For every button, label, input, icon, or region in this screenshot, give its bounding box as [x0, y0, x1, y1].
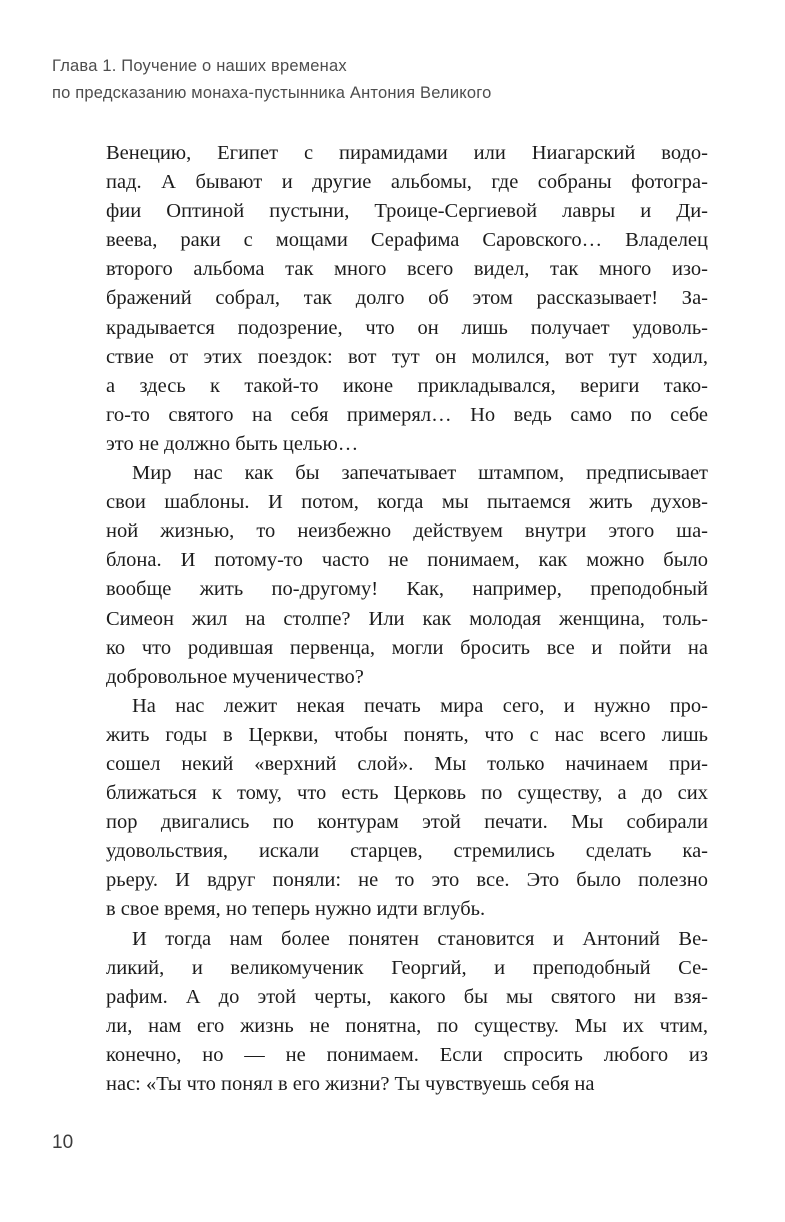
text-line: И тогда нам более понятен становится и Антоний Ве- [132, 927, 708, 950]
chapter-header-line1: Глава 1. Поучение о наших временах [52, 57, 347, 75]
text-line: нас: «Ты что понял в его жизни? Ты чувствуешь себя на [106, 1073, 595, 1095]
text-line: рафим. А до этой черты, какого бы мы святого ни взя- [106, 985, 708, 1008]
text-line: Венецию, Египет с пирамидами или Ниагарский водо- [106, 142, 708, 164]
page-number: 10 [52, 1132, 74, 1153]
text-line: конечно, но — не понимаем. Если спросить любого из [106, 1043, 708, 1066]
text-line: вообще жить по-другому! Как, например, преподобный [106, 578, 708, 601]
text-line: веева, раки с мощами Серафима Саровского… Владелец [106, 229, 708, 252]
paragraph [106, 692, 708, 925]
text-line: фии Оптиной пустыни, Троице-Сергиевой лавры и Ди- [106, 200, 708, 223]
paragraph [106, 925, 708, 1100]
paragraph [106, 459, 708, 692]
text-line: бражений собрал, так долго об этом рассказывает! За- [106, 287, 708, 310]
body-text [106, 139, 708, 1099]
text-line: рьеру. И вдруг поняли: не то это все. Это было полезно [106, 869, 708, 892]
text-line: жить годы в Церкви, чтобы понять, что с нас всего лишь [106, 723, 708, 746]
text-line: второго альбома так много всего видел, так много изо- [106, 258, 708, 281]
chapter-header-line2: по предсказанию монаха-пустынника Антония Великого [52, 84, 492, 102]
text-line: добровольное мученичество? [106, 665, 364, 688]
paragraph [106, 139, 708, 459]
text-line: пор двигались по контурам этой печати. Мы собирали [106, 811, 708, 834]
text-line: На нас лежит некая печать мира сего, и нужно про- [132, 694, 708, 717]
text-line: ближаться к тому, что есть Церковь по существу, а до сих [106, 782, 708, 805]
text-line: пад. А бывают и другие альбомы, где собраны фотогра- [106, 171, 708, 194]
text-line: ли, нам его жизнь не понятна, по существу. Мы их чтим, [106, 1014, 708, 1037]
text-line: ликий, и великомученик Георгий, и преподобный Се- [106, 956, 708, 979]
text-line: а здесь к такой-то иконе прикладывался, вериги тако- [106, 374, 708, 397]
text-line: ко что родившая первенца, могли бросить все и пойти на [106, 636, 708, 659]
text-line: свои шаблоны. И потом, когда мы пытаемся жить духов- [106, 491, 708, 514]
text-line: Симеон жил на столпе? Или как молодая женщина, толь- [106, 607, 708, 630]
text-line: ствие от этих поездок: вот тут он молился, вот тут ходил, [106, 345, 708, 368]
text-line: это не должно быть целью… [106, 432, 359, 455]
text-line: ной жизнью, то неизбежно действуем внутри этого ша- [106, 520, 708, 543]
text-line: в свое время, но теперь нужно идти вглубь. [106, 898, 486, 921]
text-line: крадывается подозрение, что он лишь получает удоволь- [106, 316, 708, 339]
text-line: сошел некий «верхний слой». Мы только начинаем при- [106, 752, 708, 775]
chapter-header [52, 53, 492, 107]
text-line: блона. И потому-то часто не понимаем, как можно было [106, 549, 708, 572]
text-line: го-то святого на себя примерял… Но ведь само по себе [106, 403, 708, 426]
text-line: Мир нас как бы запечатывает штампом, предписывает [132, 462, 708, 485]
text-line: удовольствия, искали старцев, стремились сделать ка- [106, 840, 708, 863]
